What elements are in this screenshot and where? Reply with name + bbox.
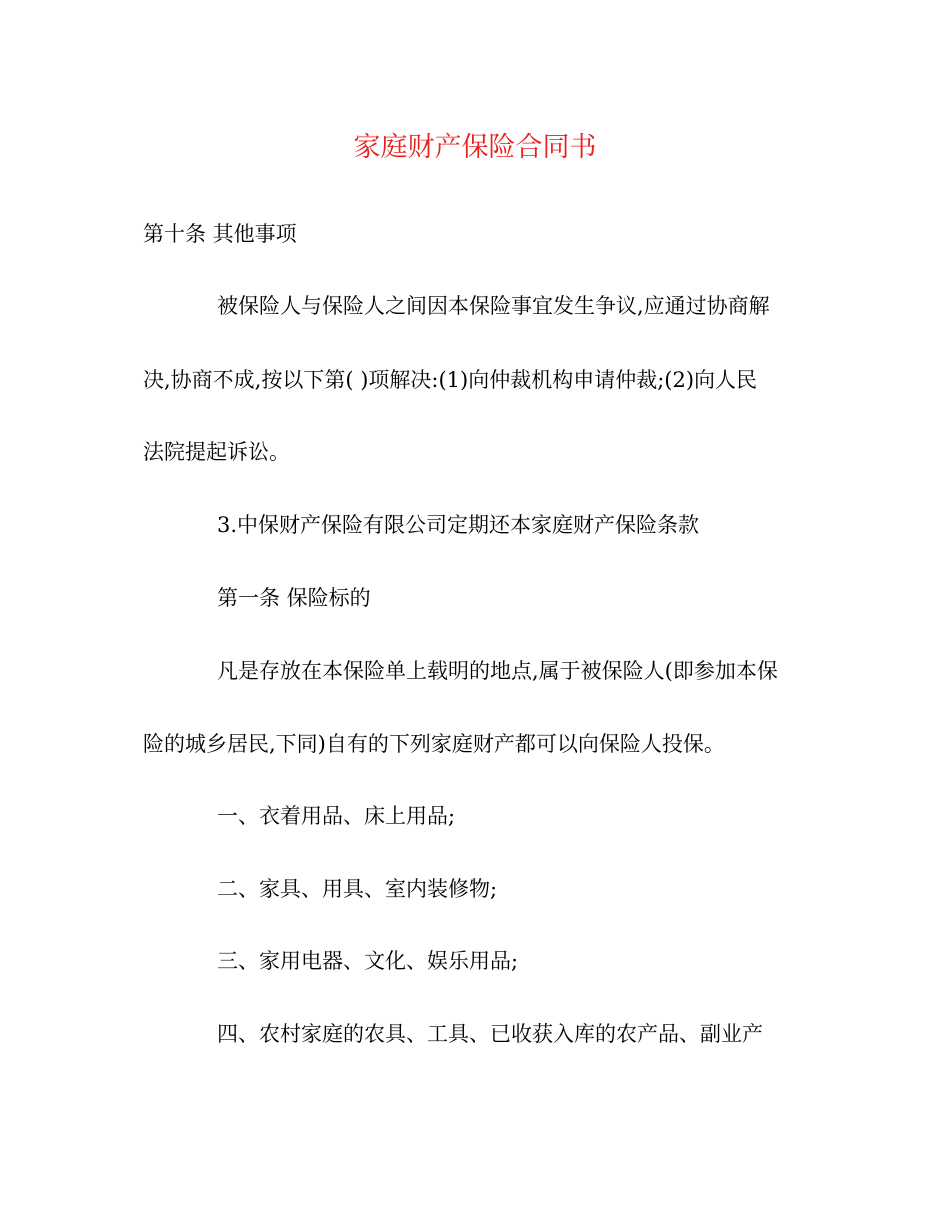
list-item: 一、衣着用品、床上用品; <box>217 804 456 828</box>
paragraph-line: 决,协商不成,按以下第( )项解决:(1)向仲裁机构申请仲裁;(2)向人民 <box>143 368 758 392</box>
paragraph-line: 险的城乡居民,下同)自有的下列家庭财产都可以向保险人投保。 <box>143 732 725 756</box>
document-title: 家庭财产保险合同书 <box>353 132 597 163</box>
article-heading: 第一条 保险标的 <box>217 586 371 610</box>
list-item: 二、家具、用具、室内装修物; <box>217 877 498 901</box>
paragraph-line: 法院提起诉讼。 <box>143 440 290 464</box>
section-heading: 3.中保财产保险有限公司定期还本家庭财产保险条款 <box>217 513 700 537</box>
paragraph-line: 被保险人与保险人之间因本保险事宜发生争议,应通过协商解 <box>217 294 770 318</box>
paragraph-line: 凡是存放在本保险单上载明的地点,属于被保险人(即参加本保 <box>217 659 778 683</box>
list-item: 三、家用电器、文化、娱乐用品; <box>217 949 519 973</box>
article-heading: 第十条 其他事项 <box>143 222 297 246</box>
list-item: 四、农村家庭的农具、工具、已收获入库的农产品、副业产 <box>217 1022 763 1046</box>
